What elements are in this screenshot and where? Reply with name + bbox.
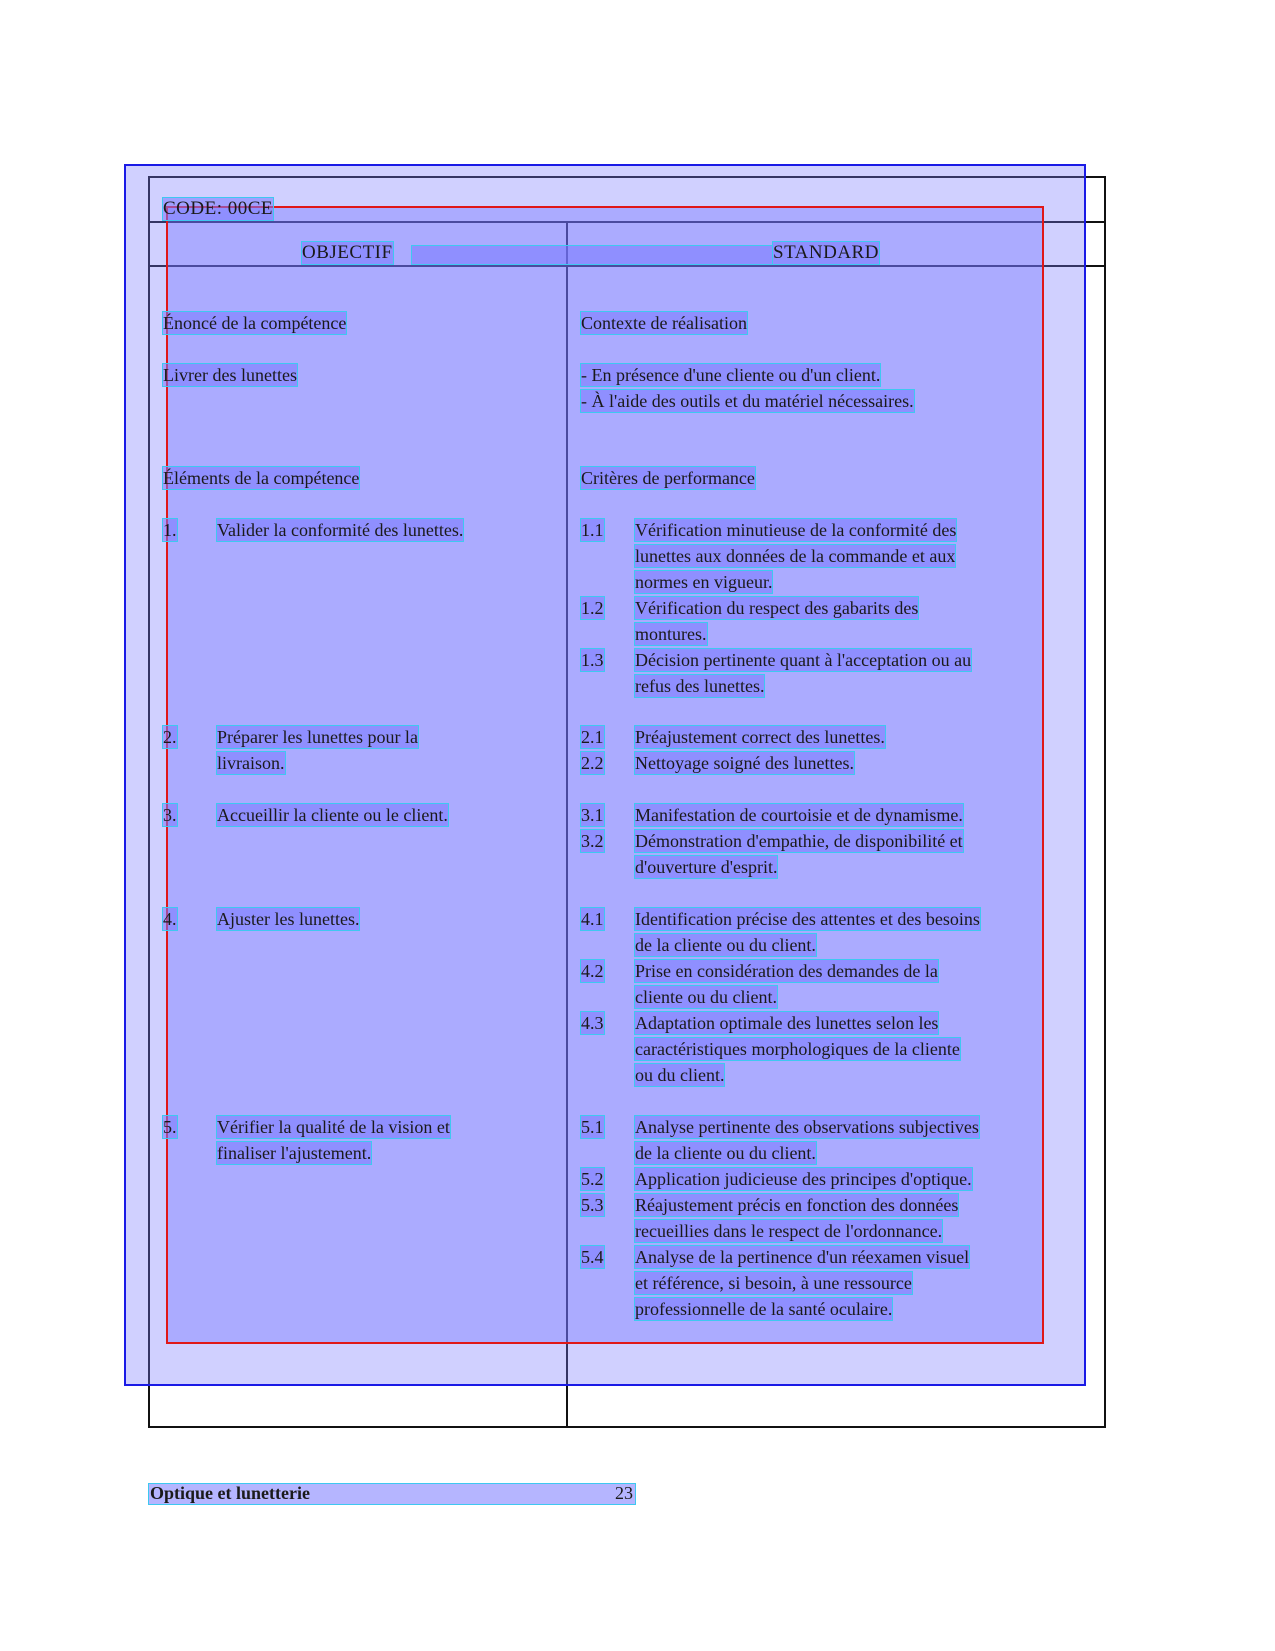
critere-text: Manifestation de courtoisie et de dynamisme.: [635, 805, 963, 825]
elements-title: Éléments de la compétence: [163, 468, 360, 488]
enonce-title: Énoncé de la compétence: [163, 313, 347, 333]
element-number: 1.: [163, 520, 177, 540]
critere-number: 1.3: [581, 650, 604, 670]
critere-number: 5.1: [581, 1117, 604, 1137]
critere-number: 1.2: [581, 598, 604, 618]
critere-text: Application judicieuse des principes d'optique.: [635, 1169, 972, 1189]
critere-text: Adaptation optimale des lunettes selon les: [635, 1013, 939, 1033]
element-number: 3.: [163, 805, 177, 825]
critere-text: de la cliente ou du client.: [635, 935, 816, 955]
table-right-border: [1104, 176, 1106, 1428]
critere-text: Préajustement correct des lunettes.: [635, 727, 885, 747]
element-text: Accueillir la cliente ou le client.: [217, 805, 448, 825]
critere-number: 3.2: [581, 831, 604, 851]
critere-text: Vérification minutieuse de la conformité des: [635, 520, 957, 540]
critere-number: 5.2: [581, 1169, 604, 1189]
element-number: 5.: [163, 1117, 177, 1137]
standard-header: STANDARD: [773, 242, 879, 263]
critere-text: caractéristiques morphologiques de la cliente: [635, 1039, 960, 1059]
element-number: 4.: [163, 909, 177, 929]
critere-text: Analyse de la pertinence d'un réexamen visuel: [635, 1247, 970, 1267]
element-text: Ajuster les lunettes.: [217, 909, 360, 929]
critere-text: et référence, si besoin, à une ressource: [635, 1273, 912, 1293]
critere-text: normes en vigueur.: [635, 572, 773, 592]
contexte-item: - À l'aide des outils et du matériel nécessaires.: [581, 391, 914, 411]
critere-text: ou du client.: [635, 1065, 725, 1085]
critere-text: Décision pertinente quant à l'acceptation ou au: [635, 650, 972, 670]
critere-text: Prise en considération des demandes de la: [635, 961, 938, 981]
critere-number: 4.1: [581, 909, 604, 929]
critere-text: montures.: [635, 624, 707, 644]
element-text: Valider la conformité des lunettes.: [217, 520, 464, 540]
critere-text: recueillies dans le respect de l'ordonnance.: [635, 1221, 943, 1241]
element-text: finaliser l'ajustement.: [217, 1143, 372, 1163]
table-bottom-border: [148, 1426, 1106, 1428]
critere-number: 5.4: [581, 1247, 604, 1267]
critere-text: Démonstration d'empathie, de disponibilité et: [635, 831, 963, 851]
critere-text: professionnelle de la santé oculaire.: [635, 1299, 893, 1319]
element-text: livraison.: [217, 753, 285, 773]
critere-text: Analyse pertinente des observations subjectives: [635, 1117, 979, 1137]
critere-text: Réajustement précis en fonction des données: [635, 1195, 959, 1215]
critere-number: 2.2: [581, 753, 604, 773]
objectif-header: OBJECTIF: [302, 242, 393, 263]
critere-number: 2.1: [581, 727, 604, 747]
critere-number: 4.3: [581, 1013, 604, 1033]
critere-text: Nettoyage soigné des lunettes.: [635, 753, 854, 773]
footer-title: Optique et lunetterie: [150, 1483, 310, 1503]
contexte-item: - En présence d'une cliente ou d'un client.: [581, 365, 881, 385]
critere-text: cliente ou du client.: [635, 987, 777, 1007]
header-highlight-bar: [412, 246, 772, 264]
critere-text: refus des lunettes.: [635, 676, 765, 696]
critere-text: lunettes aux données de la commande et aux: [635, 546, 956, 566]
critere-number: 4.2: [581, 961, 604, 981]
code-label: CODE: 00CE: [163, 198, 274, 219]
critere-number: 3.1: [581, 805, 604, 825]
element-text: Préparer les lunettes pour la: [217, 727, 418, 747]
critere-text: Vérification du respect des gabarits des: [635, 598, 919, 618]
contexte-title: Contexte de réalisation: [581, 313, 747, 333]
page-number: 23: [615, 1483, 633, 1503]
critere-text: d'ouverture d'esprit.: [635, 857, 778, 877]
critere-number: 1.1: [581, 520, 604, 540]
criteres-title: Critères de performance: [581, 468, 755, 488]
critere-number: 5.3: [581, 1195, 604, 1215]
critere-text: de la cliente ou du client.: [635, 1143, 816, 1163]
competence-text: Livrer des lunettes: [163, 365, 297, 385]
critere-text: Identification précise des attentes et des besoins: [635, 909, 980, 929]
element-number: 2.: [163, 727, 177, 747]
element-text: Vérifier la qualité de la vision et: [217, 1117, 450, 1137]
